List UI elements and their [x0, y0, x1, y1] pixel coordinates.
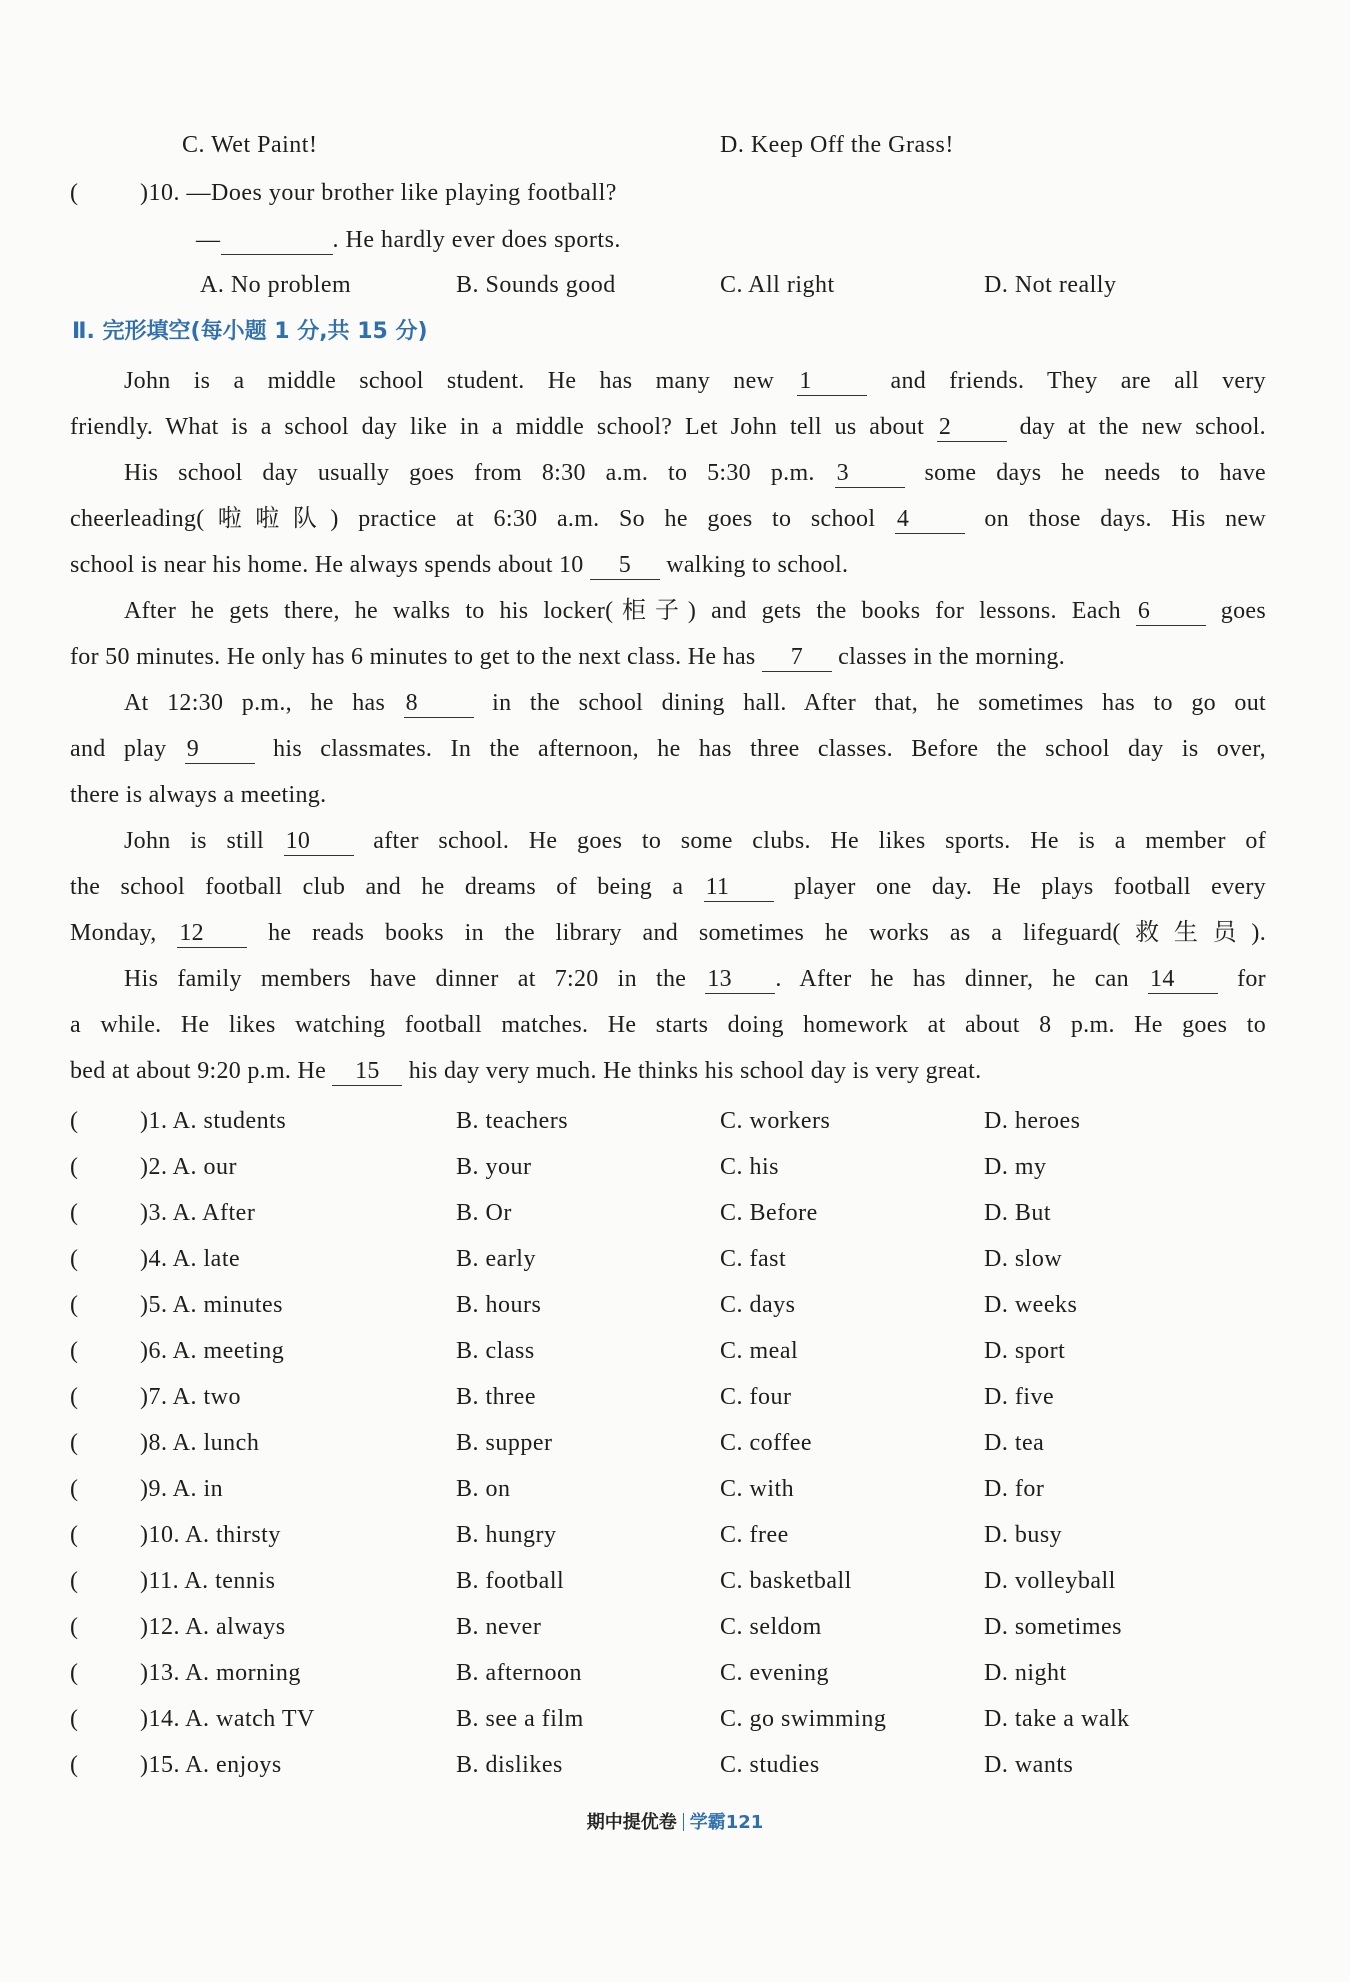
blank-10[interactable]: 10	[284, 827, 354, 856]
option-c: C. four	[720, 1384, 792, 1410]
option-c: C. studies	[720, 1752, 820, 1778]
passage-line	[70, 910, 1266, 956]
blank-11[interactable]: 11	[704, 873, 774, 902]
option-a: )5. A. minutes	[140, 1292, 283, 1318]
q10-answer-paren[interactable]: (	[70, 180, 78, 206]
passage-text: for	[1237, 966, 1266, 992]
passage-line	[70, 1048, 1266, 1094]
option-a: )15. A. enjoys	[140, 1752, 282, 1778]
option-b: B. three	[456, 1384, 536, 1410]
option-d: D. wants	[984, 1752, 1074, 1778]
passage-text: His family members have dinner at 7:20 in the	[124, 966, 687, 992]
answer-paren[interactable]: (	[70, 1154, 78, 1180]
blank-12[interactable]: 12	[177, 919, 247, 948]
option-b: B. teachers	[456, 1108, 569, 1134]
option-c: C. with	[720, 1476, 795, 1502]
passage-text: after school. He goes to some clubs. He likes sports. He is a member of	[373, 828, 1266, 854]
q10-reply	[196, 226, 621, 255]
passage-line	[124, 358, 1266, 404]
option-b: B. supper	[456, 1430, 553, 1456]
blank-3[interactable]: 3	[835, 459, 905, 488]
blank-14[interactable]: 14	[1148, 965, 1218, 994]
passage-text: and play	[70, 736, 167, 762]
blank-15[interactable]: 15	[332, 1057, 402, 1086]
option-d: D. my	[984, 1154, 1047, 1180]
footer-right: 学霸121	[689, 1812, 764, 1833]
passage-text: His school day usually goes from 8:30 a.m. to 5:30 p.m.	[124, 460, 815, 486]
option-b: B. see a film	[456, 1706, 584, 1732]
option-b: B. on	[456, 1476, 511, 1502]
option-d: D. five	[984, 1384, 1055, 1410]
answer-paren[interactable]: (	[70, 1476, 78, 1502]
option-a: )10. A. thirsty	[140, 1522, 281, 1548]
passage-line	[70, 864, 1266, 910]
passage-text: he reads books in the library and sometimes he works as a lifeguard(救生员).	[268, 920, 1266, 946]
option-b: B. your	[456, 1154, 532, 1180]
option-c: C. seldom	[720, 1614, 822, 1640]
option-a: )13. A. morning	[140, 1660, 301, 1686]
option-a: )11. A. tennis	[140, 1568, 276, 1594]
option-d: D. night	[984, 1660, 1067, 1686]
q10-reply-prefix: —	[196, 227, 221, 253]
option-c: C. free	[720, 1522, 789, 1548]
blank-6[interactable]: 6	[1136, 597, 1206, 626]
passage-text: player one day. He plays football every	[793, 874, 1266, 900]
passage-text: day at the new school.	[1019, 414, 1266, 440]
passage-text: John is a middle school student. He has many new	[124, 368, 775, 394]
answer-paren[interactable]: (	[70, 1752, 78, 1778]
blank-2[interactable]: 2	[937, 413, 1007, 442]
q10-option-a: A. No problem	[200, 272, 352, 298]
passage-line	[124, 680, 1266, 726]
passage-text: in the school dining hall. After that, he sometimes has to go out	[492, 690, 1266, 716]
blank-13[interactable]: 13	[705, 965, 775, 994]
passage-line	[124, 956, 1266, 1002]
passage-text: on those days. His new	[984, 506, 1266, 532]
answer-paren[interactable]: (	[70, 1246, 78, 1272]
passage-text: cheerleading(啦啦队) practice at 6:30 a.m. So he goes to school	[70, 506, 876, 532]
blank-7[interactable]: 7	[762, 643, 832, 672]
option-d: D. tea	[984, 1430, 1045, 1456]
passage-text: his classmates. In the afternoon, he has three classes. Before the school day is over,	[273, 736, 1266, 762]
passage-text: friendly. What is a school day like in a middle school? Let John tell us about	[70, 414, 925, 440]
passage-text: school is near his home. He always spends about 10	[70, 552, 584, 578]
q9-option-d: D. Keep Off the Grass!	[720, 132, 954, 158]
option-b: B. hungry	[456, 1522, 557, 1548]
blank-8[interactable]: 8	[404, 689, 474, 718]
blank-4[interactable]: 4	[895, 505, 965, 534]
passage-line	[124, 818, 1266, 864]
option-d: D. heroes	[984, 1108, 1081, 1134]
option-c: C. coffee	[720, 1430, 813, 1456]
option-a: )6. A. meeting	[140, 1338, 285, 1364]
option-a: )2. A. our	[140, 1154, 237, 1180]
passage-line	[124, 450, 1266, 496]
option-d: D. sport	[984, 1338, 1066, 1364]
section-title: Ⅱ. 完形填空(每小题 1 分,共 15 分)	[72, 319, 428, 344]
option-c: C. days	[720, 1292, 796, 1318]
passage-text: John is still	[124, 828, 264, 854]
answer-paren[interactable]: (	[70, 1338, 78, 1364]
option-c: C. basketball	[720, 1568, 852, 1594]
option-a: )1. A. students	[140, 1108, 287, 1134]
q10-option-c: C. All right	[720, 272, 835, 298]
option-b: B. never	[456, 1614, 542, 1640]
passage-text: walking to school.	[666, 552, 849, 578]
blank-5[interactable]: 5	[590, 551, 660, 580]
option-c: C. workers	[720, 1108, 831, 1134]
footer-divider	[683, 1813, 684, 1831]
answer-paren[interactable]: (	[70, 1384, 78, 1410]
passage-text: . After he has dinner, he can	[775, 966, 1129, 992]
option-a: )4. A. late	[140, 1246, 241, 1272]
passage-text: At 12:30 p.m., he has	[124, 690, 386, 716]
option-b: B. hours	[456, 1292, 542, 1318]
passage-line	[124, 588, 1266, 634]
option-a: )7. A. two	[140, 1384, 241, 1410]
option-d: D. weeks	[984, 1292, 1078, 1318]
answer-paren[interactable]: (	[70, 1292, 78, 1318]
option-a: )12. A. always	[140, 1614, 286, 1640]
option-a: )14. A. watch TV	[140, 1706, 315, 1732]
passage-text: Monday,	[70, 920, 157, 946]
answer-paren[interactable]: (	[70, 1706, 78, 1732]
passage-line	[70, 496, 1266, 542]
option-a: )9. A. in	[140, 1476, 224, 1502]
passage-text: the school football club and he dreams of being a	[70, 874, 684, 900]
option-c: C. meal	[720, 1338, 799, 1364]
answer-paren[interactable]: (	[70, 1108, 78, 1134]
passage-text: classes in the morning.	[838, 644, 1066, 670]
passage-text: his day very much. He thinks his school day is very great.	[408, 1058, 982, 1084]
option-c: C. his	[720, 1154, 780, 1180]
passage-line	[70, 772, 1266, 818]
q10-option-d: D. Not really	[984, 272, 1117, 298]
passage-line	[70, 1002, 1266, 1048]
option-d: D. busy	[984, 1522, 1063, 1548]
option-d: D. slow	[984, 1246, 1063, 1272]
option-b: B. dislikes	[456, 1752, 563, 1778]
answer-paren[interactable]: (	[70, 1660, 78, 1686]
option-b: B. early	[456, 1246, 536, 1272]
answer-paren[interactable]: (	[70, 1522, 78, 1548]
footer-left: 期中提优卷	[586, 1812, 677, 1833]
blank-1[interactable]: 1	[797, 367, 867, 396]
passage-line	[70, 726, 1266, 772]
option-c: C. evening	[720, 1660, 829, 1686]
answer-paren[interactable]: (	[70, 1200, 78, 1226]
option-c: C. fast	[720, 1246, 787, 1272]
option-c: C. go swimming	[720, 1706, 887, 1732]
option-d: D. But	[984, 1200, 1052, 1226]
q10-option-b: B. Sounds good	[456, 272, 616, 298]
option-c: C. Before	[720, 1200, 818, 1226]
option-b: B. football	[456, 1568, 565, 1594]
passage-text: a while. He likes watching football matches. He starts doing homework at about 8 p.m. He goes to	[70, 1012, 1266, 1038]
passage-text: for 50 minutes. He only has 6 minutes to get to the next class. He has	[70, 644, 756, 670]
option-b: B. Or	[456, 1200, 512, 1226]
option-a: )8. A. lunch	[140, 1430, 260, 1456]
passage-text: bed at about 9:20 p.m. He	[70, 1058, 327, 1084]
option-d: D. sometimes	[984, 1614, 1122, 1640]
blank-9[interactable]: 9	[185, 735, 255, 764]
answer-paren[interactable]: (	[70, 1430, 78, 1456]
option-d: D. volleyball	[984, 1568, 1116, 1594]
option-d: D. for	[984, 1476, 1045, 1502]
passage-text: there is always a meeting.	[70, 782, 327, 808]
q9-option-c: C. Wet Paint!	[182, 132, 318, 158]
option-b: B. class	[456, 1338, 535, 1364]
answer-paren[interactable]: (	[70, 1614, 78, 1640]
passage-text: goes	[1220, 598, 1266, 624]
passage-line	[70, 542, 1266, 588]
passage-line	[70, 634, 1266, 680]
option-b: B. afternoon	[456, 1660, 582, 1686]
passage-text: and friends. They are all very	[890, 368, 1266, 394]
q10-reply-suffix: . He hardly ever does sports.	[332, 227, 621, 253]
answer-paren[interactable]: (	[70, 1568, 78, 1594]
option-d: D. take a walk	[984, 1706, 1130, 1732]
q10-question: )10. —Does your brother like playing football?	[140, 180, 617, 206]
option-a: )3. A. After	[140, 1200, 256, 1226]
passage-text: After he gets there, he walks to his locker(柜子) and gets the books for lessons. Each	[124, 598, 1121, 624]
page-footer	[0, 1808, 1350, 1834]
passage-text: some days he needs to have	[924, 460, 1266, 486]
q10-blank[interactable]	[221, 226, 333, 255]
passage-line	[70, 404, 1266, 450]
